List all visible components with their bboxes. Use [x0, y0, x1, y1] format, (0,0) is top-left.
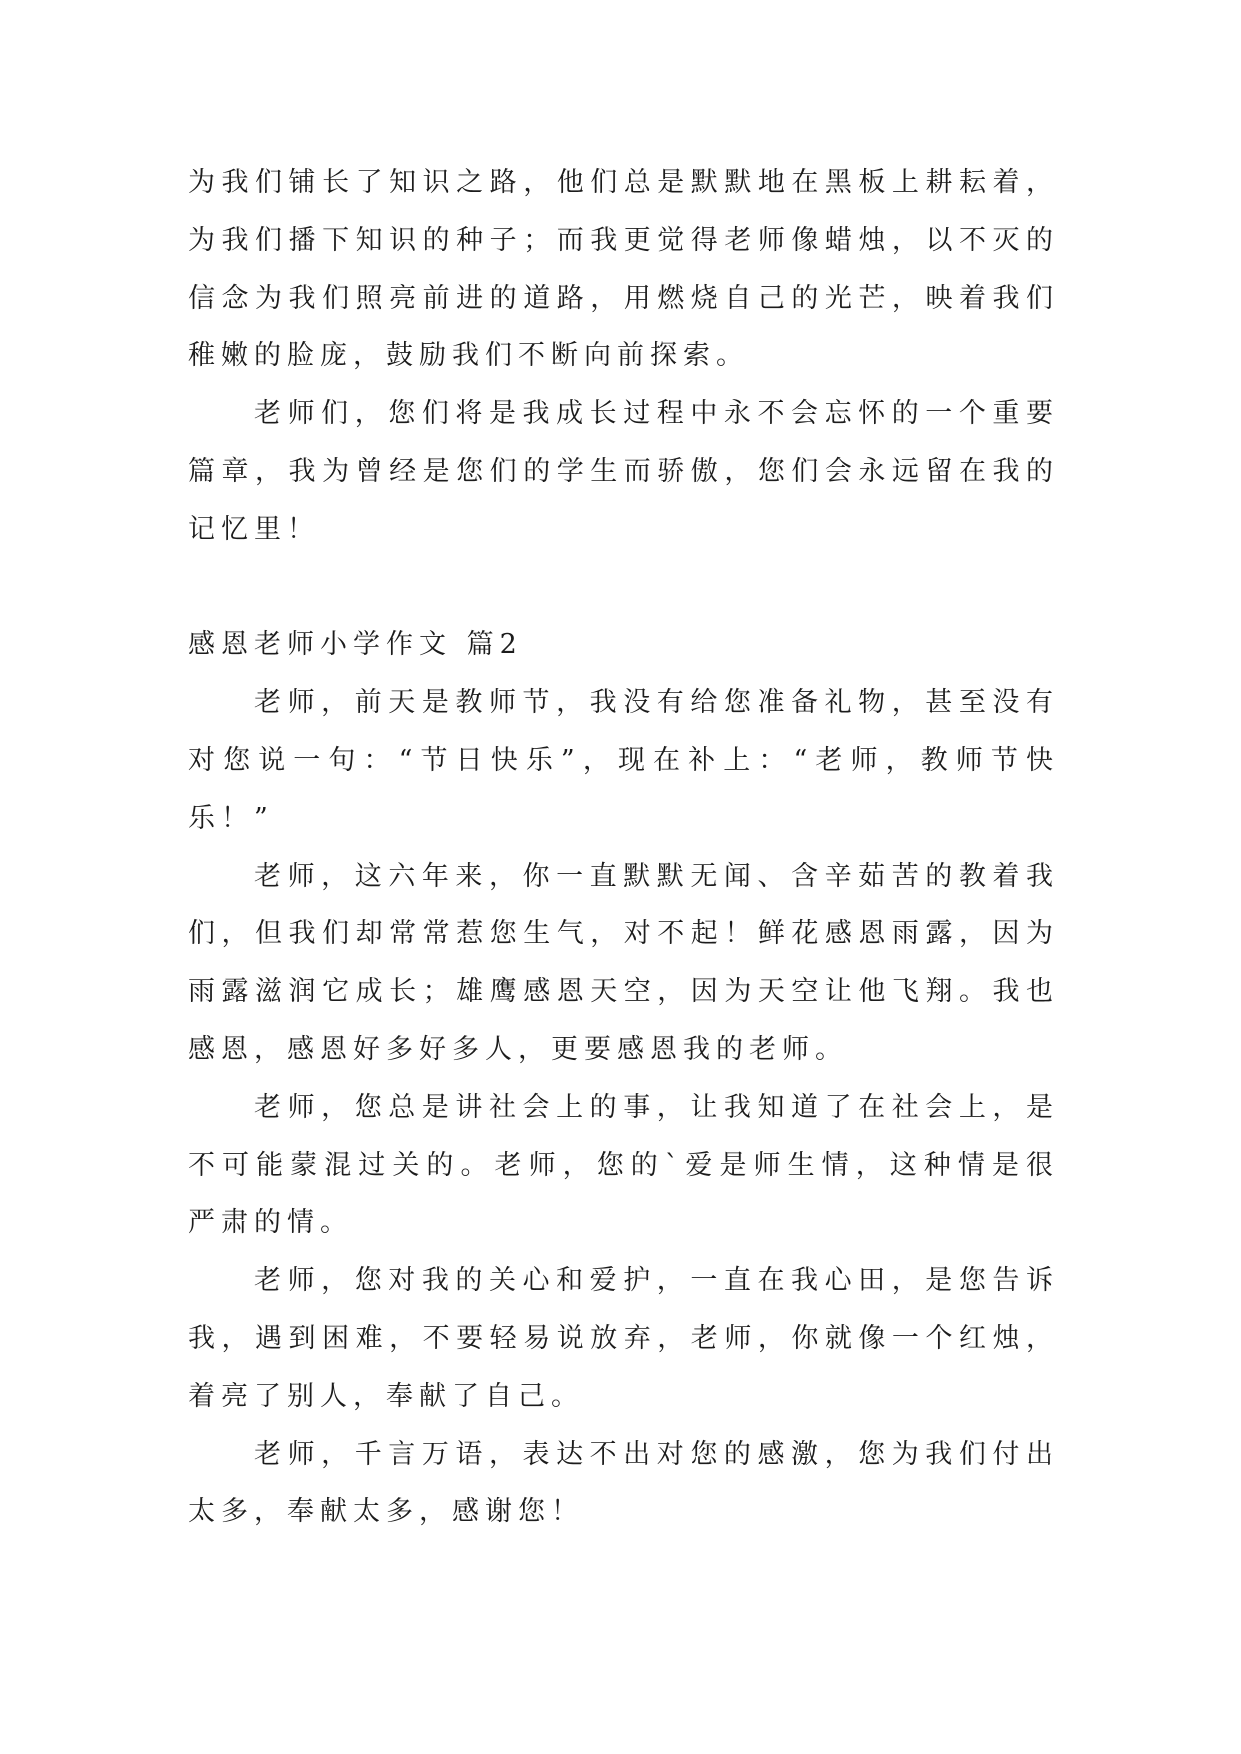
section-title: 感恩老师小学作文 篇2: [188, 629, 523, 661]
text-line: 为我们播下知识的种子；而我更觉得老师像蜡烛，以不灭的: [188, 224, 1059, 256]
text-line: 为我们铺长了知识之路，他们总是默默地在黑板上耕耘着，: [188, 167, 1059, 198]
paragraph: [188, 154, 1059, 385]
text-line: 老师，您对我的关心和爱护，一直在我心田，是您告诉: [254, 1265, 1059, 1297]
text-line: 老师，这六年来，你一直默默无闻、含辛茹苦的教着我: [254, 860, 1059, 892]
paragraph: [188, 385, 1059, 558]
text-line: 老师们，您们将是我成长过程中永不会忘怀的一个重要: [254, 398, 1059, 430]
text-line: 信念为我们照亮前进的道路，用燃烧自己的光芒，映着我们: [188, 282, 1059, 314]
text-line: 着亮了别人，奉献了自己。: [188, 1380, 584, 1412]
paragraph: [188, 1252, 1059, 1425]
text-line: 对您说一句：“节日快乐”，现在补上：“老师，教师节快: [188, 744, 1059, 776]
text-line: 稚嫩的脸庞，鼓励我们不断向前探索。: [188, 340, 749, 372]
paragraph: [188, 1426, 1059, 1542]
text-line: 们，但我们却常常惹您生气，对不起！鲜花感恩雨露，因为: [188, 918, 1059, 950]
text-line: 记忆里！: [188, 513, 320, 545]
paragraph: [188, 848, 1059, 1079]
text-line: 太多，奉献太多，感谢您！: [188, 1496, 584, 1528]
text-line: 老师，前天是教师节，我没有给您准备礼物，甚至没有: [254, 687, 1059, 719]
text-line: 我，遇到困难，不要轻易说放弃，老师，你就像一个红烛，: [188, 1322, 1059, 1354]
paragraph: [188, 1079, 1059, 1252]
text-line: 篇章，我为曾经是您们的学生而骄傲，您们会永远留在我的: [188, 455, 1059, 487]
document-body: [188, 154, 1059, 1541]
paragraph: [188, 674, 1059, 847]
text-line: 严肃的情。: [188, 1207, 353, 1239]
text-line: 不可能蒙混过关的。老师，您的`爱是师生情，这种情是很: [188, 1149, 1059, 1181]
text-line: 感恩，感恩好多好多人，更要感恩我的老师。: [188, 1033, 848, 1065]
text-line: 乐！”: [188, 802, 274, 834]
text-line: 雨露滋润它成长；雄鹰感恩天空，因为天空让他飞翔。我也: [188, 976, 1059, 1008]
text-line: 老师，千言万语，表达不出对您的感激，您为我们付出: [254, 1438, 1059, 1470]
text-line: 老师，您总是讲社会上的事，让我知道了在社会上，是: [254, 1091, 1059, 1123]
